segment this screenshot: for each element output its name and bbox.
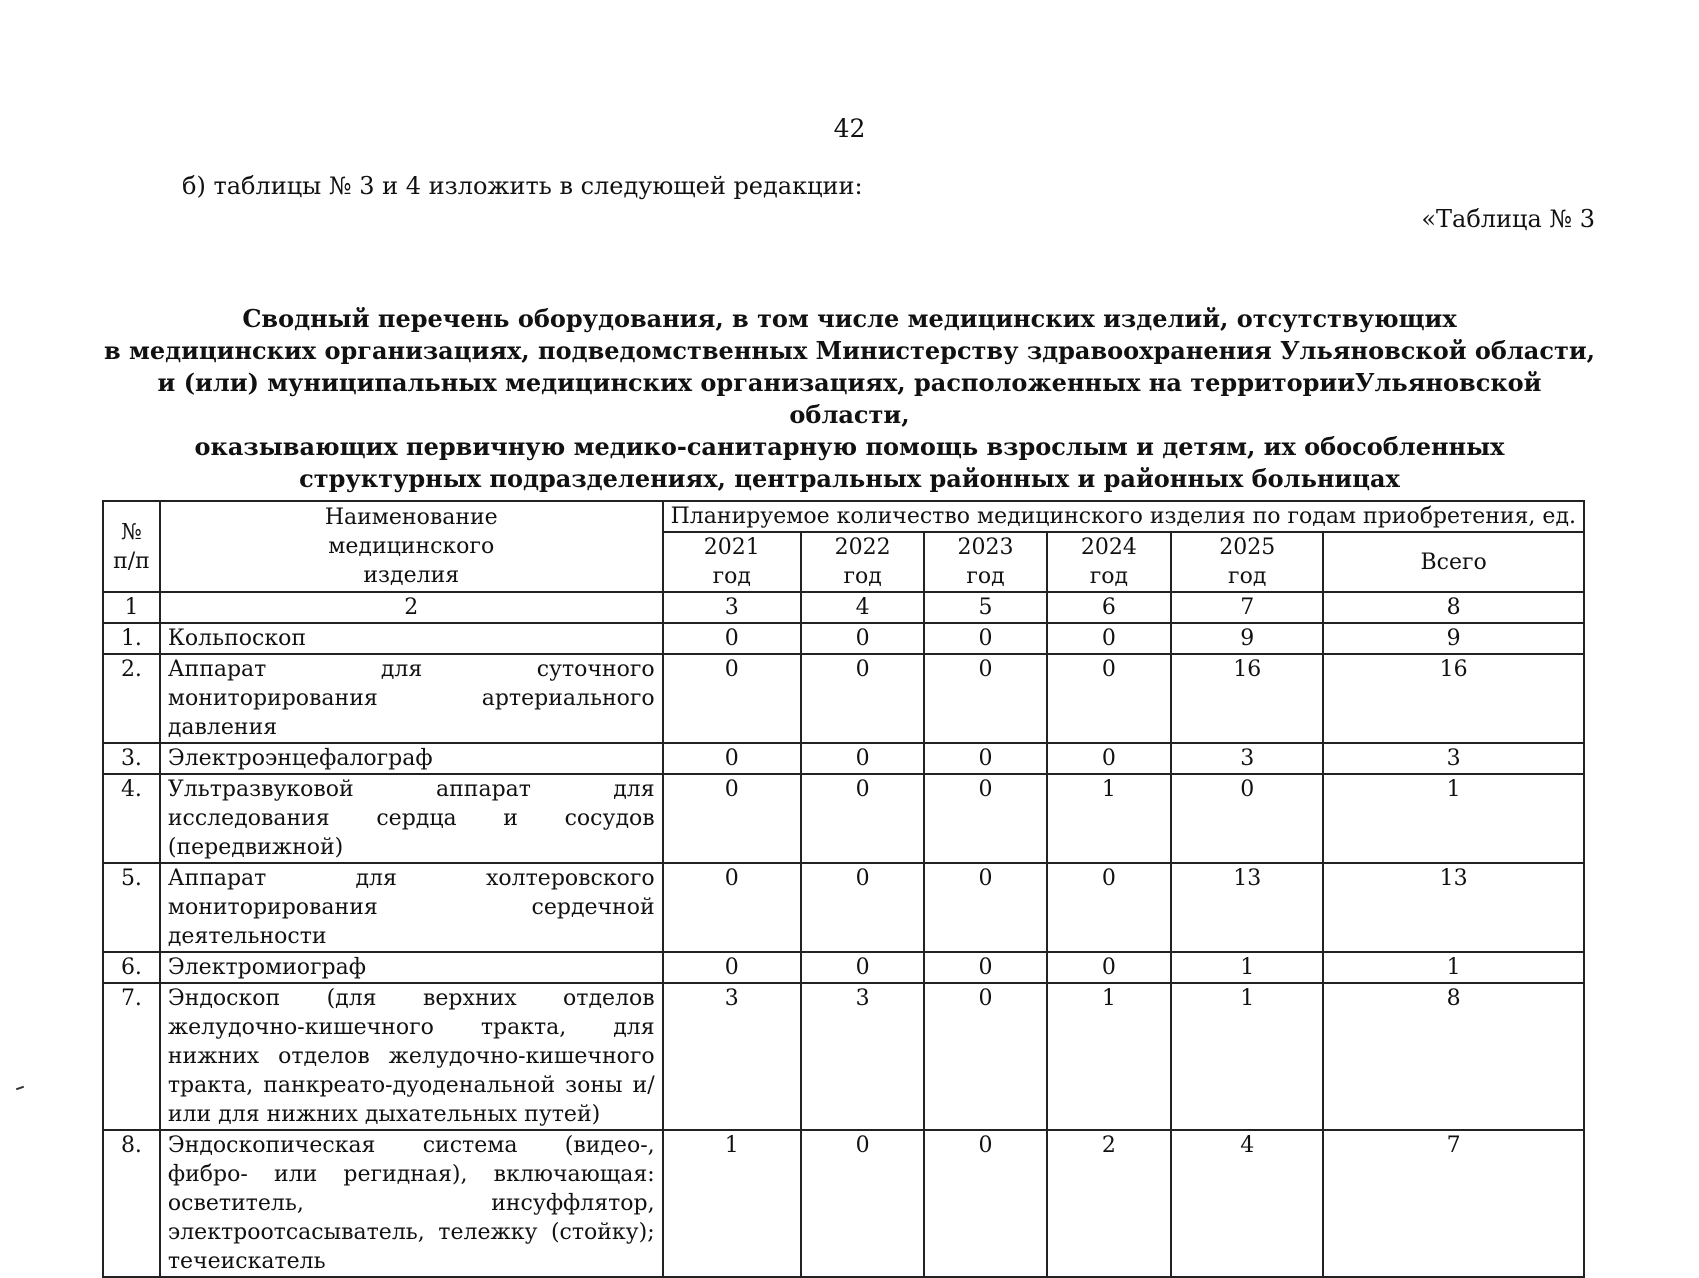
column-number: 7 [1171,592,1323,623]
year-value: 16 [1171,654,1323,743]
total-value: 13 [1323,863,1584,952]
header-year: 2021 год [663,532,801,592]
year-value: 1 [1171,983,1323,1130]
equipment-table [102,500,1585,1278]
title-line: в медицинских организациях, подведомственных Министерству здравоохранения Ульяновской области, [104,336,1595,365]
device-name: Электроэнцефалограф [160,743,663,774]
row-number: 2. [103,654,160,743]
year-value: 0 [924,743,1046,774]
device-name: Аппарат для суточного мониторирования артериального давления [160,654,663,743]
year-value: 0 [663,743,801,774]
title-line: структурных подразделениях, центральных районных и районных больницах [299,464,1400,493]
column-number: 8 [1323,592,1584,623]
year-value: 0 [663,623,801,654]
year-value: 0 [924,623,1046,654]
amendment-intro: б) таблицы № 3 и 4 изложить в следующей редакции: [182,172,863,200]
year-value: 0 [924,952,1046,983]
year-value: 0 [801,952,924,983]
device-name: Аппарат для холтеровского мониторирования сердечной деятельности [160,863,663,952]
table-row [103,623,1584,654]
year-value: 0 [924,654,1046,743]
total-value: 9 [1323,623,1584,654]
title-line: оказывающих первичную медико-санитарную помощь взрослым и детям, их обособленных [194,432,1505,461]
table-row [103,654,1584,743]
total-value: 16 [1323,654,1584,743]
header-year: 2023 год [924,532,1046,592]
header-year: 2022 год [801,532,924,592]
year-value: 1 [1047,983,1171,1130]
year-value: 0 [801,654,924,743]
year-value: 0 [663,654,801,743]
column-number: 5 [924,592,1046,623]
year-value: 1 [1047,774,1171,863]
column-number: 2 [160,592,663,623]
row-number: 3. [103,743,160,774]
column-number: 6 [1047,592,1171,623]
year-value: 0 [801,623,924,654]
year-value: 0 [1171,774,1323,863]
row-number: 5. [103,863,160,952]
total-value: 1 [1323,774,1584,863]
column-number: 3 [663,592,801,623]
year-value: 0 [924,1130,1046,1277]
year-value: 0 [663,774,801,863]
column-number: 1 [103,592,160,623]
year-value: 1 [1171,952,1323,983]
table-row [103,1130,1584,1277]
device-name: Эндоскопическая система (видео-, фибро- или регидная), включающая: осветитель, инсуффлятор, электроотсасыватель, тележку (стойку); течеискатель [160,1130,663,1277]
table-row [103,983,1584,1130]
device-name: Ультразвуковой аппарат для исследования сердца и сосудов (передвижной) [160,774,663,863]
year-value: 0 [1047,654,1171,743]
title-line: Сводный перечень оборудования, в том числе медицинских изделий, отсутствующих [242,304,1457,333]
row-number: 1. [103,623,160,654]
year-value: 3 [1171,743,1323,774]
header-group: Планируемое количество медицинского изделия по годам приобретения, ед. [663,501,1584,532]
table-row [103,863,1584,952]
table-title [100,303,1599,495]
header-num: № п/п [103,501,160,592]
year-value: 0 [801,863,924,952]
year-value: 3 [663,983,801,1130]
header-year: 2024 год [1047,532,1171,592]
year-value: 3 [801,983,924,1130]
year-value: 0 [663,952,801,983]
row-number: 4. [103,774,160,863]
year-value: 0 [924,774,1046,863]
row-number: 7. [103,983,160,1130]
total-value: 7 [1323,1130,1584,1277]
scan-mark [16,1086,24,1091]
year-value: 1 [663,1130,801,1277]
year-value: 0 [1047,743,1171,774]
year-value: 0 [801,743,924,774]
column-number: 4 [801,592,924,623]
header-name: Наименование медицинского изделия [160,501,663,592]
header-year: 2025 год [1171,532,1323,592]
table-row [103,743,1584,774]
year-value: 9 [1171,623,1323,654]
year-value: 0 [924,863,1046,952]
column-number-row [103,592,1584,623]
total-value: 1 [1323,952,1584,983]
year-value: 4 [1171,1130,1323,1277]
year-value: 13 [1171,863,1323,952]
year-value: 0 [663,863,801,952]
total-value: 8 [1323,983,1584,1130]
table-label: «Таблица № 3 [1421,205,1595,233]
device-name: Эндоскоп (для верхних отделов желудочно-кишечного тракта, для нижних отделов желудочно-кишечного тракта, панкреато-дуоденальной зоны и/или для нижних дыхательных путей) [160,983,663,1130]
table-row [103,774,1584,863]
year-value: 0 [1047,863,1171,952]
year-value: 0 [924,983,1046,1130]
total-value: 3 [1323,743,1584,774]
page-number: 42 [833,114,866,143]
year-value: 0 [801,1130,924,1277]
table-row [103,952,1584,983]
device-name: Электромиограф [160,952,663,983]
year-value: 2 [1047,1130,1171,1277]
row-number: 6. [103,952,160,983]
title-line: и (или) муниципальных медицинских организациях, расположенных на территорииУльяновской области, [157,368,1542,429]
header-total: Всего [1323,532,1584,592]
year-value: 0 [1047,952,1171,983]
year-value: 0 [801,774,924,863]
year-value: 0 [1047,623,1171,654]
device-name: Кольпоскоп [160,623,663,654]
row-number: 8. [103,1130,160,1277]
header-row [103,501,1584,532]
